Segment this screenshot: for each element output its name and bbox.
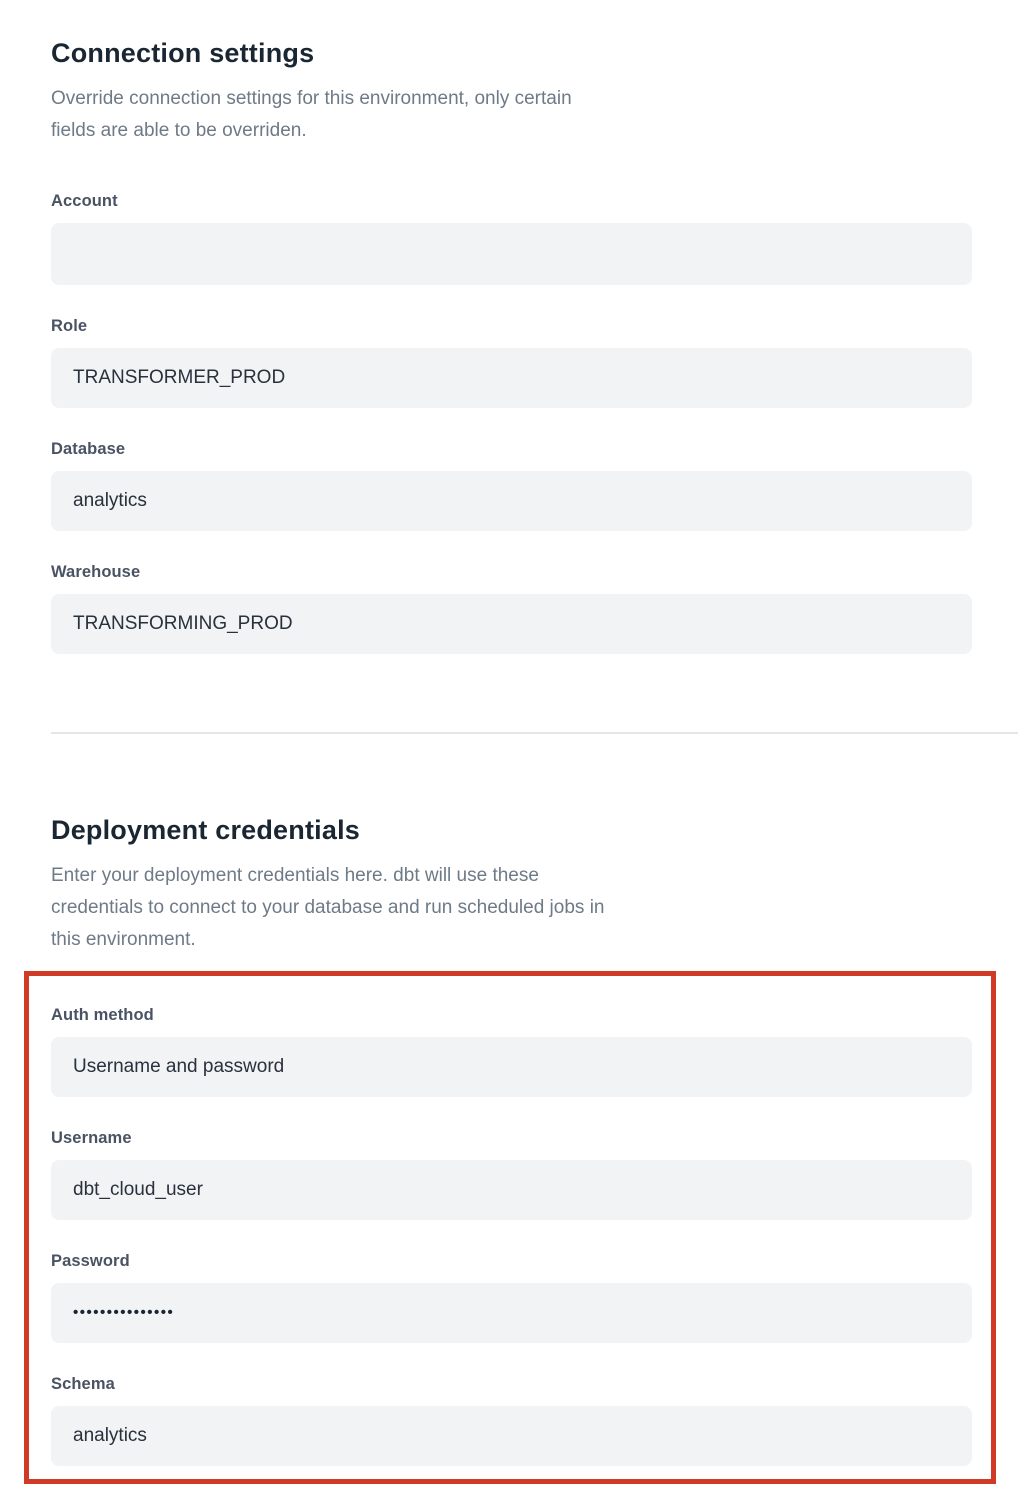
username-label: Username	[51, 1128, 132, 1147]
deployment-credentials-section	[51, 815, 972, 1484]
schema-field-group	[51, 1375, 972, 1466]
warehouse-label: Warehouse	[51, 562, 141, 581]
database-input[interactable]: analytics	[51, 471, 972, 531]
role-field-group	[51, 317, 972, 408]
deployment-credentials-description: Enter your deployment credentials here. dbt will use these credentials to connect to your database and run scheduled jobs in this environment.	[51, 864, 605, 950]
highlight-annotation-box	[24, 971, 996, 1484]
connection-settings-section	[51, 38, 972, 654]
auth-method-label: Auth method	[51, 1005, 154, 1024]
account-input[interactable]	[51, 223, 972, 285]
username-input[interactable]: dbt_cloud_user	[51, 1160, 972, 1220]
section-divider	[51, 732, 1018, 734]
database-label: Database	[51, 439, 126, 458]
password-input[interactable]: •••••••••••••••	[51, 1283, 972, 1343]
connection-settings-description: Override connection settings for this environment, only certain fields are able to be overriden.	[51, 88, 572, 141]
schema-input[interactable]: analytics	[51, 1406, 972, 1466]
password-field-group	[51, 1252, 972, 1343]
warehouse-field-group	[51, 563, 972, 654]
account-label: Account	[51, 191, 118, 210]
database-field-group	[51, 440, 972, 531]
warehouse-input[interactable]: TRANSFORMING_PROD	[51, 594, 972, 654]
auth-method-field-group	[51, 1006, 972, 1097]
deployment-credentials-title: Deployment credentials	[51, 814, 360, 845]
role-label: Role	[51, 316, 88, 335]
connection-settings-title: Connection settings	[51, 38, 315, 68]
auth-method-input[interactable]: Username and password	[51, 1037, 972, 1097]
username-field-group	[51, 1129, 972, 1220]
password-label: Password	[51, 1251, 130, 1270]
role-input[interactable]: TRANSFORMER_PROD	[51, 348, 972, 408]
account-field-group	[51, 192, 972, 285]
schema-label: Schema	[51, 1374, 115, 1393]
